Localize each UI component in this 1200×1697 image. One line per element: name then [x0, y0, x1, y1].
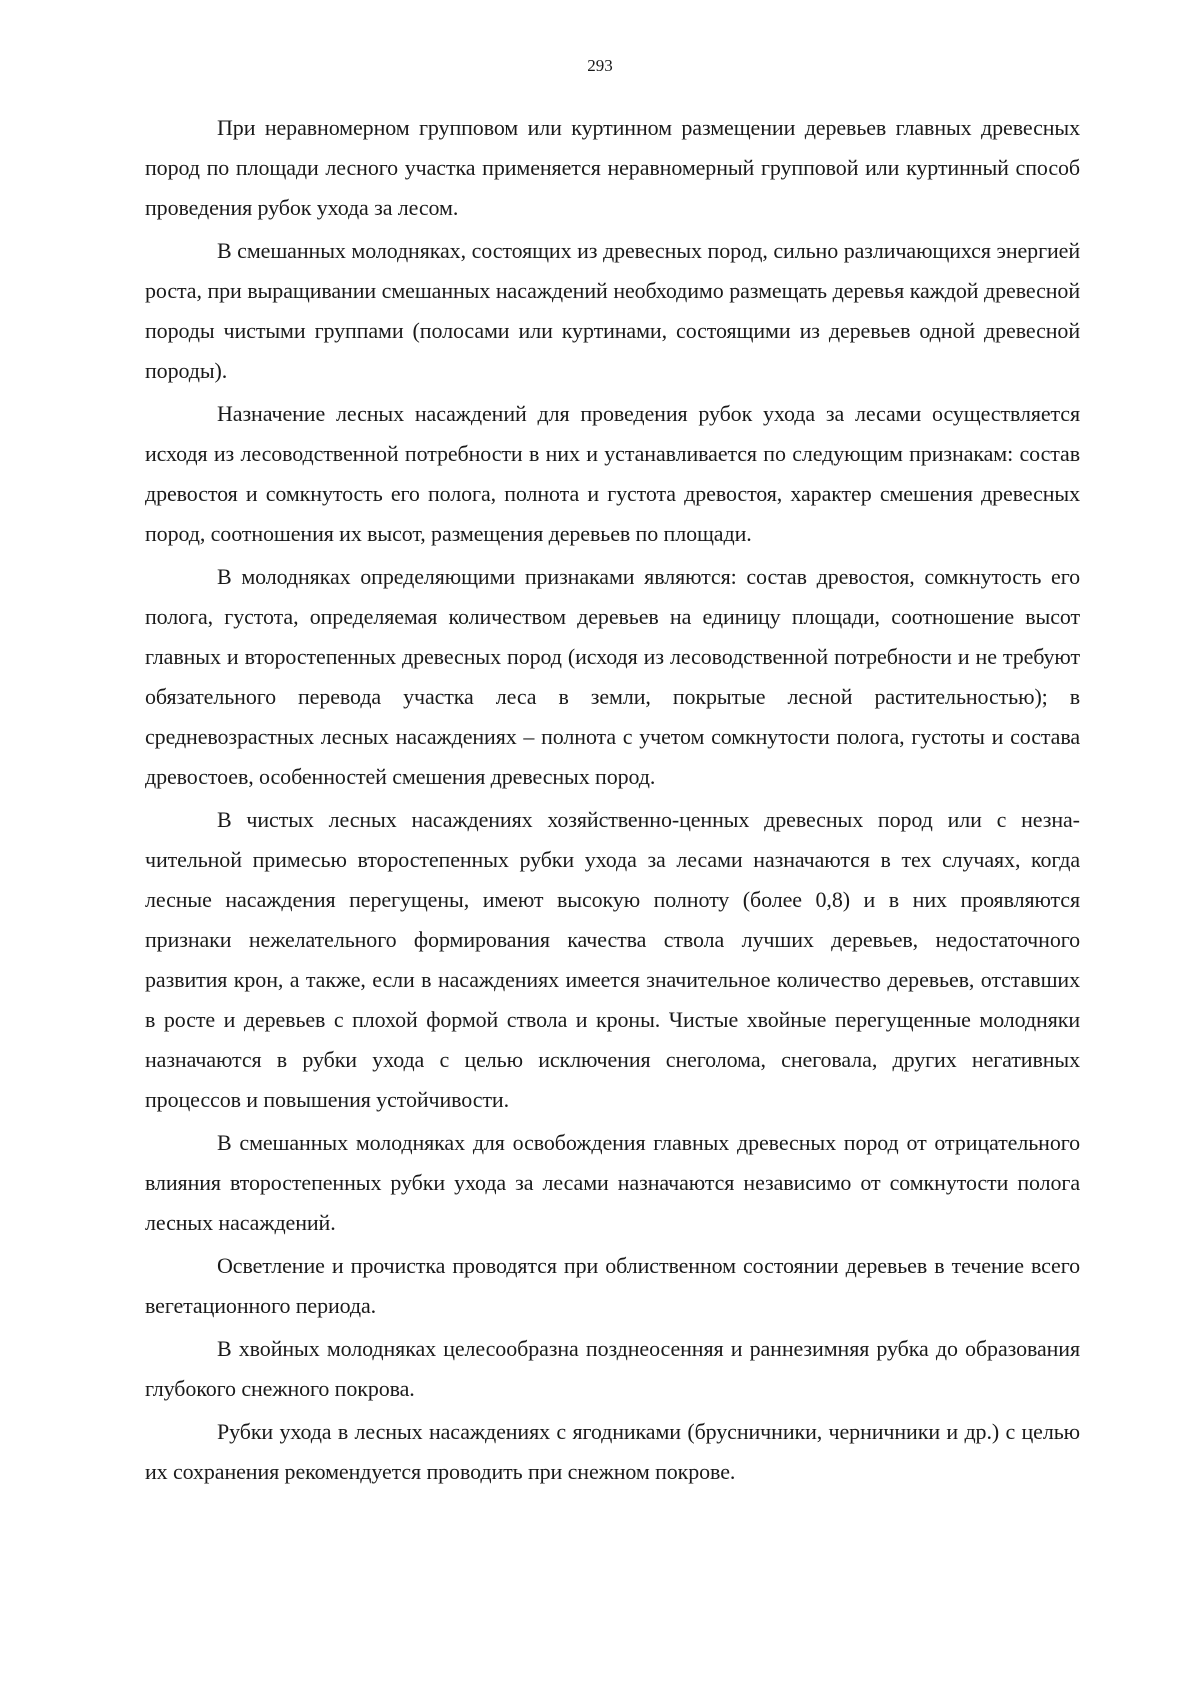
paragraph-6: В смешанных молодняках для освобождения главных древесных пород от отрицательного влияния второстепенных рубки ухода за лесами назначаются независимо от сомкнутости полога лесных насаждений.	[145, 1130, 1080, 1235]
paragraph-2: В смешанных молодняках, состоящих из древесных пород, сильно различающихся энергией роста, при выращивании смешанных насаждений необходимо размещать деревья каждой древесной породы чистыми группами (полосами или куртинами, состоящими из деревьев одной древесной породы).	[145, 238, 1080, 383]
paragraph-8: В хвойных молодняках целесообразна позднеосенняя и раннезимняя рубка до образования глубокого снежного покрова.	[145, 1336, 1080, 1401]
page-number: 293	[587, 56, 613, 75]
paragraph-9: Рубки ухода в лесных насаждениях с ягодниками (брусничники, черничники и др.) с целью их сохранения рекомендуется проводить при снежном покрове.	[145, 1419, 1080, 1484]
paragraph-5: В чистых лесных насаждениях хозяйственно-ценных древесных пород или с незначительной примесью второстепенных рубки ухода за лесами назначаются в тех случаях, когда лесные насаждения перегущены, имеют высокую полноту (более 0,8) и в них проявляются признаки нежелательного формирования качества ствола лучших деревьев, недостаточного развития крон, а также, если в насаждениях имеется значительное количество деревьев, отставших в росте и деревьев с плохой формой ствола и кроны. Чистые хвойные перегущенные молодняки назначаются в рубки ухода с целью исключения снеголома, снеговала, других негативных процессов и повышения устойчивости.	[145, 807, 1080, 1112]
paragraph-1: При неравномерном групповом или куртинном размещении деревьев главных древесных пород по площади лесного участка применяется неравномерный групповой или куртинный способ проведения рубок ухода за лесом.	[145, 115, 1080, 220]
document-body	[145, 108, 1080, 1495]
paragraph-7: Осветление и прочистка проводятся при облиственном состоянии деревьев в течение всего вегетационного периода.	[145, 1253, 1080, 1318]
paragraph-4: В молодняках определяющими признаками являются: состав древостоя, сомкнутость его полога, густота, определяемая количеством деревьев на единицу площади, соотношение высот главных и второстепенных древесных пород (исходя из лесоводственной потребности и не требуют обязательного перевода участка леса в земли, покрытые лесной растительностью); в средневозрастных лесных насаждениях – полнота с учетом сомкнутости полога, густоты и состава древостоев, особенностей смешения древесных пород.	[145, 564, 1080, 789]
paragraph-3: Назначение лесных насаждений для проведения рубок ухода за лесами осуществляется исходя из лесоводственной потребности в них и устанавливается по следующим признакам: состав древостоя и сомкнутость его полога, полнота и густота древостоя, характер смешения древесных пород, соотношения их высот, размещения деревьев по площади.	[145, 401, 1080, 546]
